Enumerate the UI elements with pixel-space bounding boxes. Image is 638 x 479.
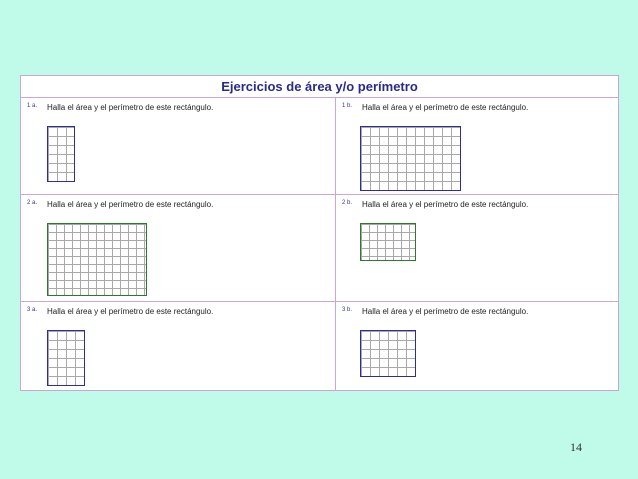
- grid-rectangle: [47, 126, 75, 182]
- exercise-2b: [336, 195, 618, 302]
- exercise-prompt: Halla el área y el perímetro de este rectángulo.: [362, 200, 529, 209]
- exercise-1a: [21, 98, 336, 195]
- grid-rectangle: [47, 330, 85, 386]
- exercise-prompt: Halla el área y el perímetro de este rectángulo.: [47, 307, 214, 316]
- grid-rectangle: [360, 126, 461, 191]
- exercise-number: 1 a.: [27, 103, 38, 109]
- exercise-prompt: Halla el área y el perímetro de este rectángulo.: [362, 103, 529, 112]
- grid-rectangle: [360, 223, 416, 261]
- exercise-1b: [336, 98, 618, 195]
- exercise-3b: [336, 302, 618, 390]
- exercise-prompt: Halla el área y el perímetro de este rectángulo.: [47, 103, 214, 112]
- exercise-2a: [21, 195, 336, 302]
- exercise-number: 3 a.: [27, 307, 38, 313]
- exercise-number: 3 b.: [342, 307, 353, 313]
- worksheet-title: Ejercicios de área y/o perímetro: [21, 76, 618, 98]
- exercise-3a: [21, 302, 336, 390]
- page-number: 14: [570, 440, 582, 454]
- exercise-prompt: Halla el área y el perímetro de este rectángulo.: [362, 307, 529, 316]
- worksheet: [20, 75, 619, 391]
- exercise-number: 1 b.: [342, 103, 353, 109]
- exercise-number: 2 a.: [27, 200, 38, 206]
- grid-rectangle: [47, 223, 147, 296]
- exercise-grid: [21, 98, 618, 390]
- grid-rectangle: [360, 330, 416, 377]
- exercise-prompt: Halla el área y el perímetro de este rectángulo.: [47, 200, 214, 209]
- exercise-number: 2 b.: [342, 200, 353, 206]
